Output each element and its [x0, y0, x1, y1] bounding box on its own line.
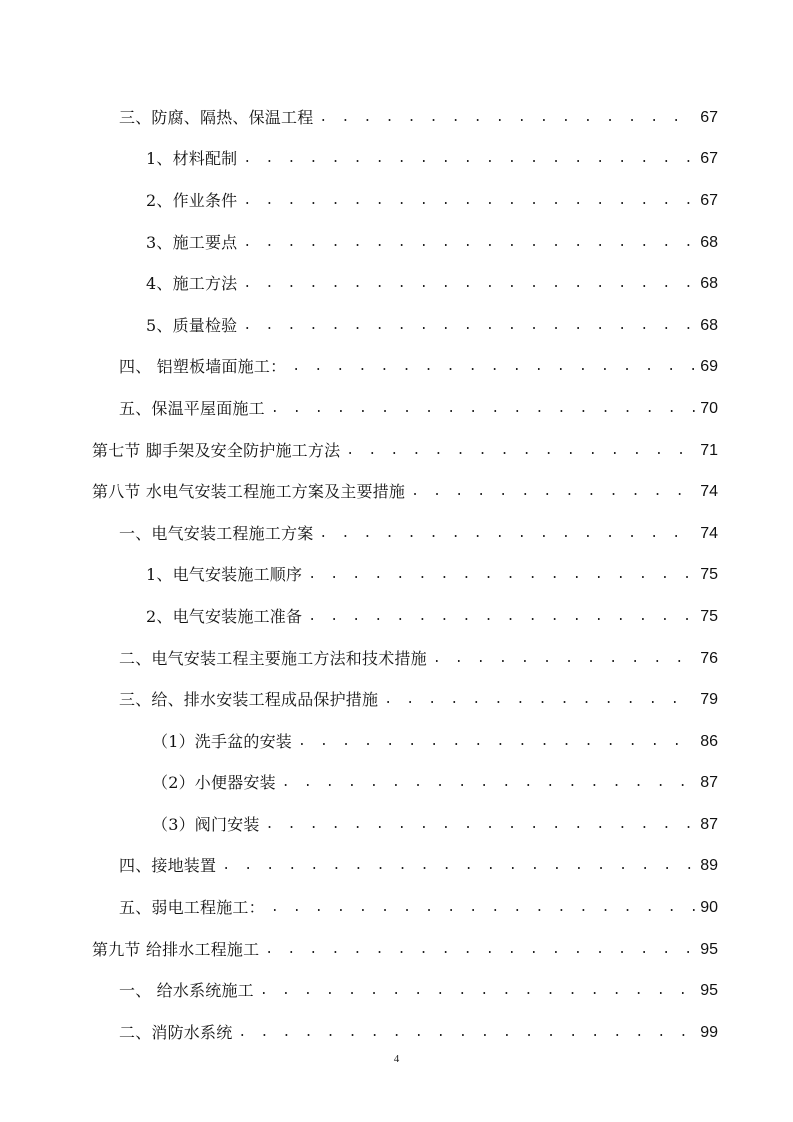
- toc-entry-page-number: 67: [700, 108, 718, 126]
- toc-entry[interactable]: [0, 929, 793, 971]
- dot-leader: [282, 773, 696, 793]
- toc-entry-title: 第八节 水电气安装工程施工方案及主要措施: [92, 482, 406, 502]
- toc-entry-title: 二、消防水系统: [119, 1022, 233, 1042]
- toc-entry-title: 四、接地装置: [119, 856, 217, 876]
- toc-entry[interactable]: [0, 763, 793, 805]
- dot-leader: [222, 856, 696, 876]
- toc-entry-title: 四、 铝塑板墙面施工：: [119, 357, 287, 377]
- toc-entry[interactable]: [0, 180, 793, 222]
- toc-entry[interactable]: [0, 222, 793, 264]
- toc-entry-title: 五、弱电工程施工：: [119, 898, 265, 918]
- toc-entry-title: 1、材料配制: [146, 149, 238, 169]
- dot-leader: [260, 981, 696, 1001]
- toc-entry-page-number: 67: [700, 191, 718, 209]
- toc-entry-page-number: 95: [700, 940, 718, 958]
- dot-leader: [265, 940, 696, 960]
- dot-leader: [411, 482, 696, 502]
- toc-entry[interactable]: [0, 513, 793, 555]
- toc-entry-title: 三、给、排水安装工程成品保护措施: [119, 690, 379, 710]
- dot-leader: [319, 108, 696, 128]
- dot-leader: [308, 565, 696, 585]
- toc-entry-page-number: 70: [700, 399, 718, 417]
- toc-entry-title: （1）洗手盆的安装: [152, 731, 292, 751]
- toc-entry-title: 二、电气安装工程主要施工方法和技术措施: [119, 648, 427, 668]
- toc-entry-title: 第七节 脚手架及安全防护施工方法: [92, 440, 341, 460]
- toc-entry-page-number: 79: [700, 691, 718, 709]
- toc-entry-title: 5、质量检验: [146, 315, 238, 335]
- toc-entry-page-number: 89: [700, 857, 718, 875]
- toc-entry[interactable]: [0, 305, 793, 347]
- toc-entry-page-number: 67: [700, 150, 718, 168]
- toc-entry[interactable]: [0, 139, 793, 181]
- toc-entry-page-number: 86: [700, 732, 718, 750]
- toc-entry-page-number: 87: [700, 815, 718, 833]
- toc-entry-title: 4、施工方法: [146, 274, 238, 294]
- dot-leader: [298, 732, 696, 752]
- toc-entry-title: 五、保温平屋面施工: [119, 398, 265, 418]
- toc-entry[interactable]: [0, 347, 793, 389]
- toc-entry[interactable]: [0, 721, 793, 763]
- toc-entry[interactable]: [0, 430, 793, 472]
- toc-entry-title: （2）小便器安装: [152, 773, 276, 793]
- toc-entry-page-number: 95: [700, 982, 718, 1000]
- toc-entry[interactable]: [0, 97, 793, 139]
- dot-leader: [266, 815, 696, 835]
- dot-leader: [271, 399, 696, 419]
- dot-leader: [243, 149, 696, 169]
- table-of-contents: [0, 97, 793, 1054]
- toc-entry[interactable]: [0, 804, 793, 846]
- toc-entry-page-number: 87: [700, 774, 718, 792]
- dot-leader: [238, 1023, 696, 1043]
- toc-entry-page-number: 99: [700, 1023, 718, 1041]
- toc-entry-page-number: 74: [700, 524, 718, 542]
- toc-entry-title: 第九节 给排水工程施工: [92, 939, 260, 959]
- toc-entry-title: 三、防腐、隔热、保温工程: [119, 107, 314, 127]
- dot-leader: [243, 233, 696, 253]
- dot-leader: [319, 524, 696, 544]
- toc-entry-page-number: 68: [700, 233, 718, 251]
- dot-leader: [292, 357, 696, 377]
- toc-entry-page-number: 71: [700, 441, 718, 459]
- toc-entry-page-number: 74: [700, 483, 718, 501]
- toc-entry-page-number: 90: [700, 899, 718, 917]
- toc-entry[interactable]: [0, 471, 793, 513]
- toc-entry[interactable]: [0, 555, 793, 597]
- toc-entry[interactable]: [0, 970, 793, 1012]
- toc-entry[interactable]: [0, 263, 793, 305]
- toc-entry-title: （3）阀门安装: [152, 814, 260, 834]
- dot-leader: [433, 649, 696, 669]
- toc-entry-title: 一、 给水系统施工: [119, 981, 254, 1001]
- toc-entry-page-number: 69: [700, 358, 718, 376]
- dot-leader: [308, 607, 696, 627]
- toc-entry-page-number: 68: [700, 316, 718, 334]
- toc-entry-page-number: 68: [700, 275, 718, 293]
- toc-entry-title: 2、电气安装施工准备: [146, 606, 303, 626]
- dot-leader: [271, 898, 696, 918]
- toc-entry[interactable]: [0, 638, 793, 680]
- dot-leader: [243, 316, 696, 336]
- toc-entry[interactable]: [0, 1012, 793, 1054]
- toc-entry-page-number: 76: [700, 649, 718, 667]
- dot-leader: [346, 441, 696, 461]
- toc-entry[interactable]: [0, 388, 793, 430]
- toc-entry-title: 1、电气安装施工顺序: [146, 565, 303, 585]
- toc-entry-page-number: 75: [700, 607, 718, 625]
- toc-entry-title: 一、电气安装工程施工方案: [119, 523, 314, 543]
- toc-entry[interactable]: [0, 887, 793, 929]
- toc-entry-title: 2、作业条件: [146, 190, 238, 210]
- page-number: 4: [393, 1053, 400, 1065]
- dot-leader: [243, 274, 696, 294]
- dot-leader: [384, 690, 696, 710]
- toc-entry-title: 3、施工要点: [146, 232, 238, 252]
- toc-entry[interactable]: [0, 679, 793, 721]
- dot-leader: [243, 191, 696, 211]
- toc-entry[interactable]: [0, 846, 793, 888]
- toc-entry-page-number: 75: [700, 566, 718, 584]
- toc-entry[interactable]: [0, 596, 793, 638]
